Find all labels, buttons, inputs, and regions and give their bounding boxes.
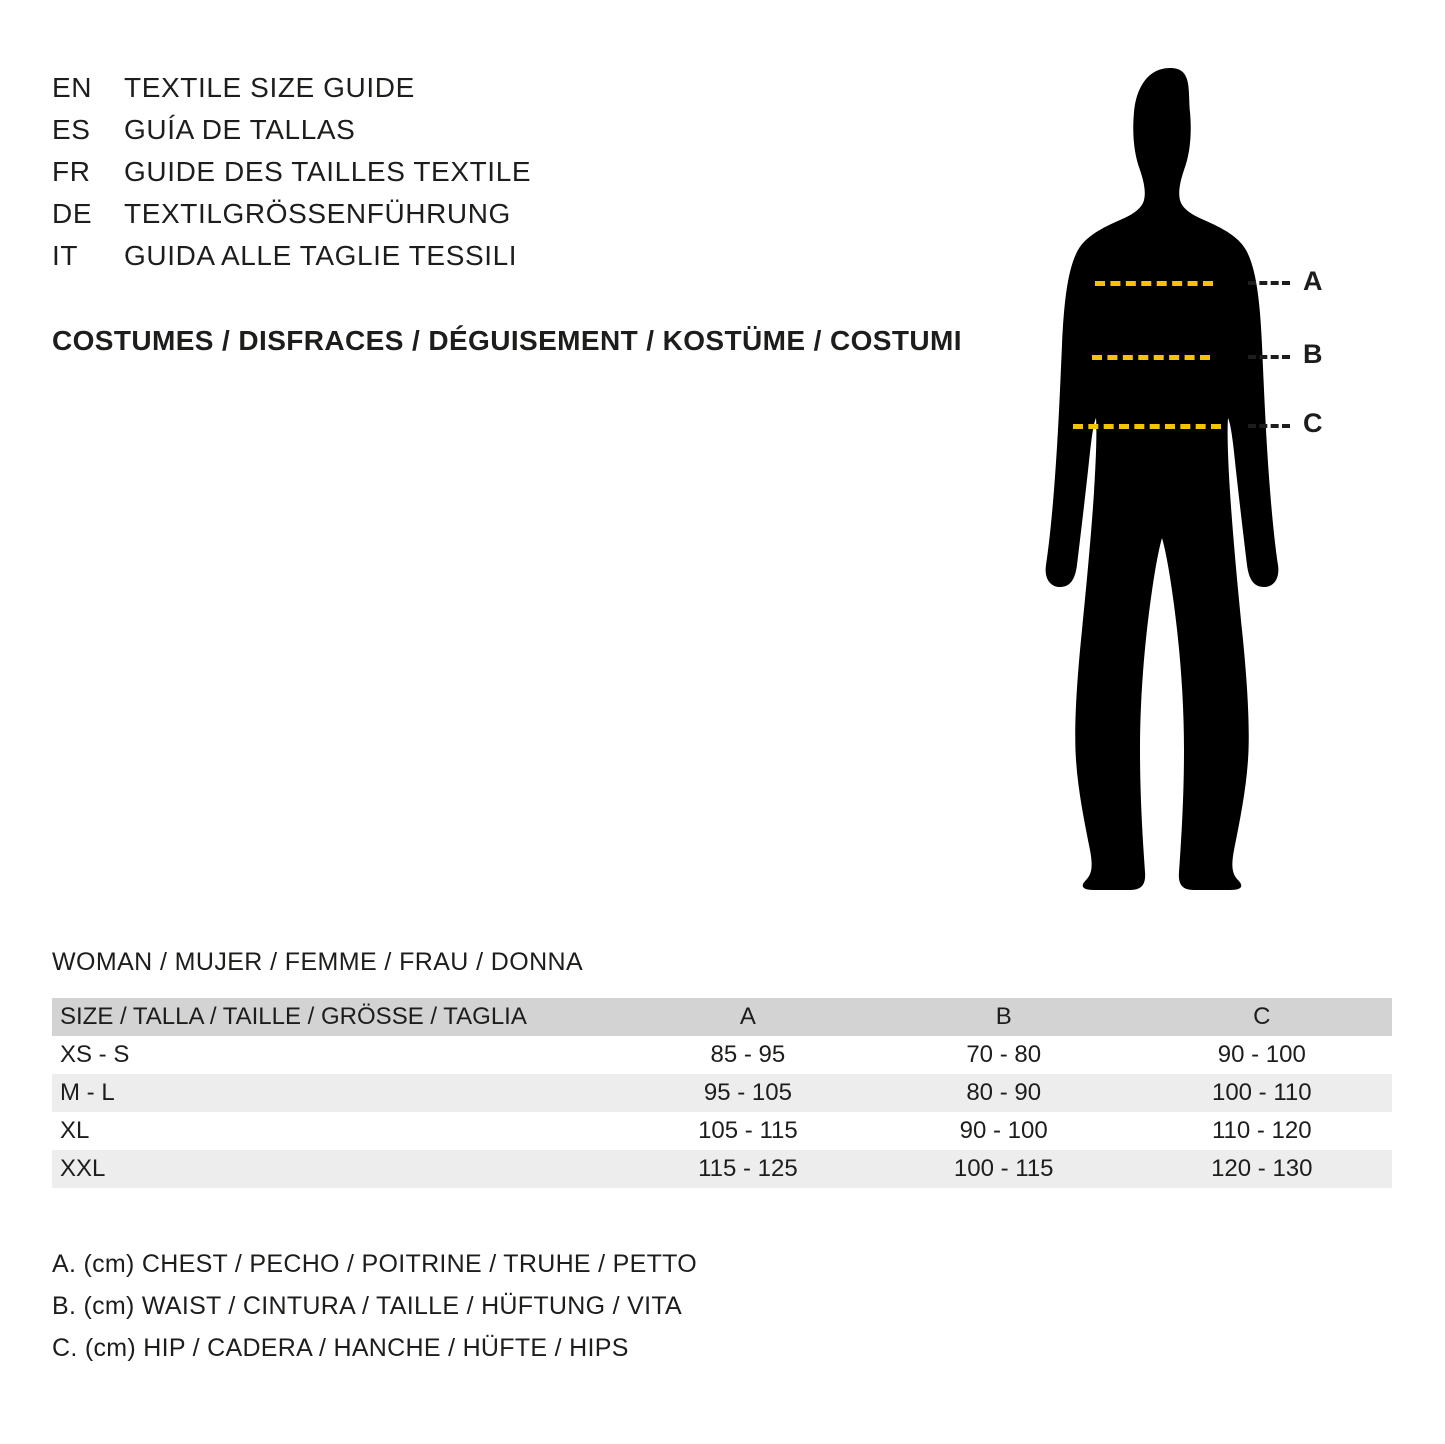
language-code-de: DE: [52, 198, 93, 229]
language-row-es: [52, 114, 952, 156]
table-header-row: [52, 998, 1392, 1036]
measure-line-chest: [1095, 281, 1213, 286]
language-text-en: TEXTILE SIZE GUIDE: [124, 72, 415, 103]
language-text-fr: GUIDE DES TAILLES TEXTILE: [124, 156, 532, 187]
measure-line-waist: [1092, 355, 1210, 360]
cell-size: XS - S: [60, 1041, 130, 1068]
table-row: [52, 1150, 1392, 1188]
language-code-fr: FR: [52, 156, 91, 187]
language-code-it: IT: [52, 240, 79, 271]
language-row-en: [52, 72, 952, 114]
table-row: [52, 1074, 1392, 1112]
measure-label-b: B: [1303, 339, 1323, 369]
column-header-b: B: [995, 1003, 1012, 1030]
size-table: [52, 998, 1392, 1188]
cell-size: XL: [60, 1117, 90, 1144]
measure-leader-waist: [1248, 355, 1290, 359]
woman-silhouette: [1020, 60, 1380, 890]
cell-c: 120 - 130: [1211, 1155, 1313, 1182]
measure-leader-hip: [1248, 424, 1290, 428]
language-code-en: EN: [52, 72, 93, 103]
cell-a: 95 - 105: [703, 1079, 792, 1106]
language-text-it: GUIDA ALLE TAGLIE TESSILI: [124, 240, 518, 271]
cell-c: 90 - 100: [1217, 1041, 1306, 1068]
column-header-c: C: [1253, 1003, 1271, 1030]
table-row: [52, 1112, 1392, 1150]
cell-b: 70 - 80: [966, 1041, 1042, 1068]
cell-a: 115 - 125: [698, 1155, 798, 1182]
cell-b: 80 - 90: [966, 1079, 1042, 1106]
language-text-de: TEXTILGRÖSSENFÜHRUNG: [124, 198, 511, 229]
cell-a: 105 - 115: [698, 1117, 798, 1144]
legend-item-c: C. (cm) HIP / CADERA / HANCHE / HÜFTE / HIPS: [52, 1334, 629, 1362]
silhouette-icon: [1020, 60, 1380, 890]
column-header-size: SIZE / TALLA / TAILLE / GRÖSSE / TAGLIA: [60, 1003, 527, 1030]
language-text-es: GUÍA DE TALLAS: [124, 114, 356, 145]
cell-b: 90 - 100: [959, 1117, 1048, 1144]
cell-size: XXL: [60, 1155, 106, 1182]
measure-line-hip: [1073, 424, 1221, 429]
language-list: [52, 72, 952, 282]
cell-b: 100 - 115: [953, 1155, 1054, 1182]
measurement-legend: [52, 1243, 697, 1369]
measure-label-c: C: [1303, 408, 1323, 438]
measure-label-a: A: [1303, 266, 1323, 296]
cell-c: 110 - 120: [1211, 1117, 1312, 1144]
table-caption: WOMAN / MUJER / FEMME / FRAU / DONNA: [52, 948, 584, 976]
page-subtitle: COSTUMES / DISFRACES / DÉGUISEMENT / KOSTÜME / COSTUMI: [52, 325, 962, 356]
language-row-it: [52, 240, 952, 282]
cell-size: M - L: [60, 1079, 115, 1106]
language-row-fr: [52, 156, 952, 198]
cell-c: 100 - 110: [1211, 1079, 1312, 1106]
language-code-es: ES: [52, 114, 91, 145]
legend-item-b: B. (cm) WAIST / CINTURA / TAILLE / HÜFTUNG / VITA: [52, 1292, 683, 1320]
language-row-de: [52, 198, 952, 240]
measure-leader-chest: [1248, 281, 1290, 285]
table-row: [52, 1036, 1392, 1074]
legend-item-a: A. (cm) CHEST / PECHO / POITRINE / TRUHE / PETTO: [52, 1250, 698, 1278]
column-header-a: A: [739, 1003, 756, 1030]
cell-a: 85 - 95: [710, 1041, 786, 1068]
